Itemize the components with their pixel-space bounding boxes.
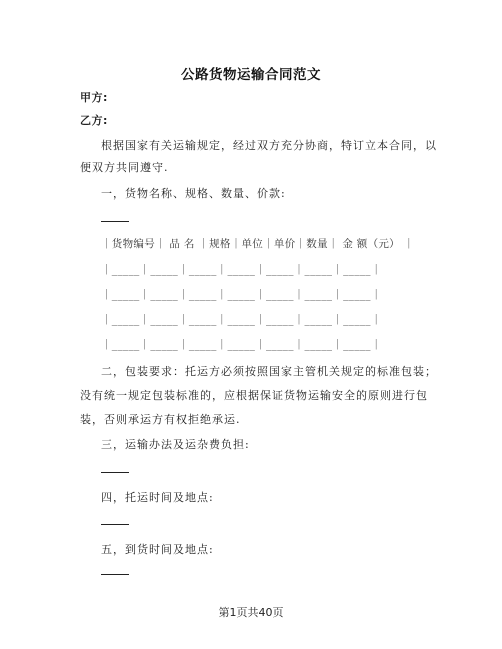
document-title: 公路货物运输合同范文 (181, 67, 321, 83)
intro-line-2: 便双方共同遵守. (80, 161, 169, 174)
section-1-heading: 一，货物名称、规格、数量、价款: (101, 187, 286, 200)
section-2-line-1: 二，包装要求：托运方必须按照国家主管机关规定的标准包装； (101, 365, 437, 378)
table-row: ｜_____｜_____｜_____｜_____｜_____｜_____｜_____｜ (101, 314, 382, 326)
table-row: ｜_____｜_____｜_____｜_____｜_____｜_____｜_____｜ (101, 289, 382, 301)
section-2-line-2: 没有统一规定包装标准的，应根据保证货物运输安全的原则进行包 (80, 389, 428, 402)
blank-line (101, 472, 129, 473)
table-header-row: ｜货物编号｜ 品 名 ｜规格｜单位｜单价｜数量｜ 金 额（元） ｜ (101, 238, 415, 250)
section-4-heading: 四，托运时间及地点: (101, 491, 214, 504)
blank-line (101, 524, 129, 525)
party-b-label: 乙方: (80, 114, 108, 127)
section-2-line-3: 装，否则承运方有权拒绝承运. (80, 413, 241, 426)
page-number: 第1页共40页 (218, 606, 284, 619)
section-5-heading: 五，到货时间及地点: (101, 543, 214, 556)
intro-line-1: 根据国家有关运输规定，经过双方充分协商，特订立本合同，以 (101, 139, 437, 152)
blank-line (101, 574, 129, 575)
table-row: ｜_____｜_____｜_____｜_____｜_____｜_____｜_____｜ (101, 264, 382, 276)
party-a-label: 甲方: (80, 91, 108, 104)
table-row: ｜_____｜_____｜_____｜_____｜_____｜_____｜_____｜ (101, 339, 382, 351)
blank-line (101, 221, 129, 222)
section-3-heading: 三，运输办法及运杂费负担: (101, 438, 250, 451)
